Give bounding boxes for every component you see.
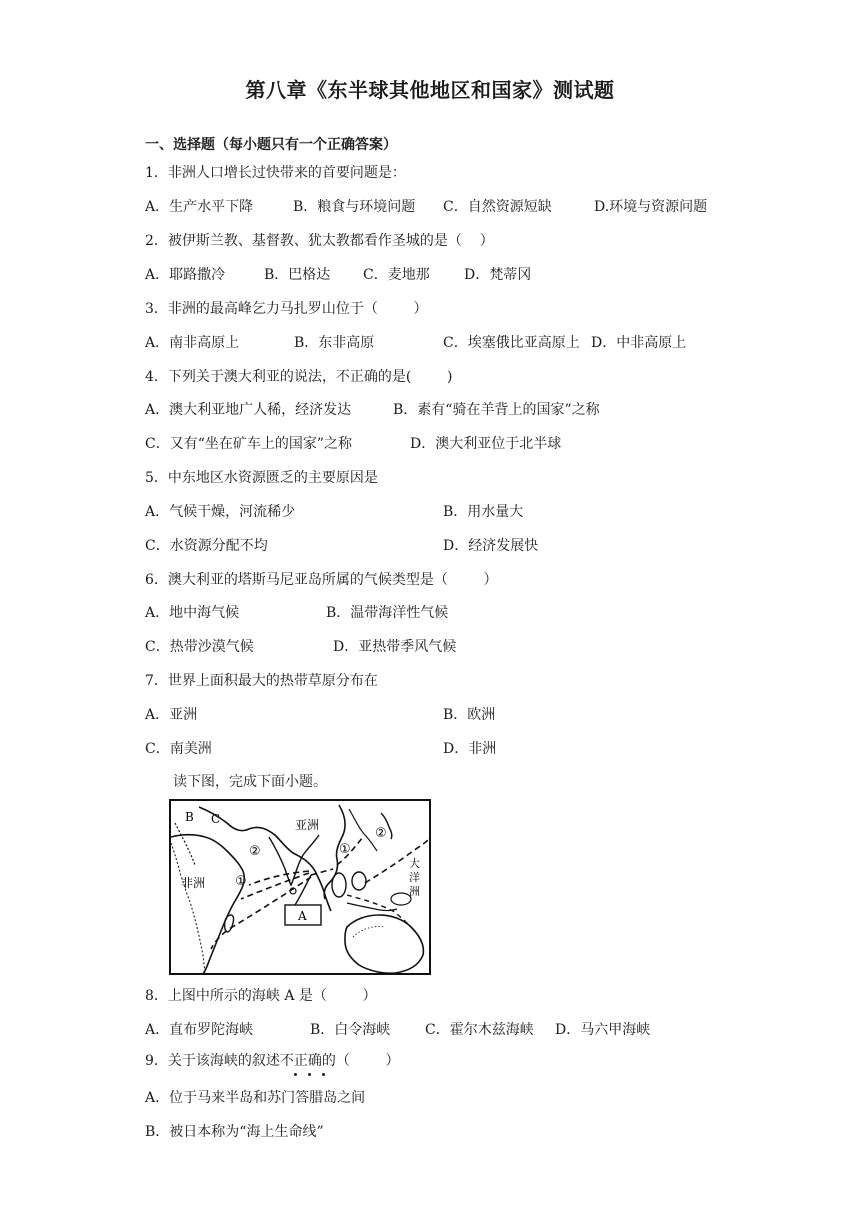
q2-option-c: C．麦地那 [363,267,430,283]
q1-option-b: B．粮食与环境问题 [293,199,416,215]
q5-option-b: B．用水量大 [443,504,524,520]
q6-option-b: B．温带海洋性气候 [326,605,449,621]
q8-option-a: A．直布罗陀海峡 [145,1022,254,1038]
q3-option-b: B．东非高原 [294,335,375,351]
q8-option-b: B．白令海峡 [310,1022,391,1038]
question-5-stem: 5．中东地区水资源匮乏的主要原因是 [145,470,378,486]
label-b: B [185,810,194,824]
label-strait-a: A [298,909,307,923]
label-c: C [211,812,221,826]
page-title: 第八章《东半球其他地区和国家》测试题 [245,78,615,102]
q2-option-a: A．耶路撒冷 [145,267,226,283]
question-1-stem: 1．非洲人口增长过快带来的首要问题是： [145,165,406,181]
question-9-stem: 9．关于该海峡的叙述不正确的（ ） [145,1053,400,1069]
q1-option-d: D.环境与资源问题 [594,199,708,215]
q7-option-b: B．欧洲 [443,707,496,723]
emphasis-dot [294,1073,297,1076]
q7-option-d: D．非洲 [443,741,497,757]
label-route-2-west: ② [249,844,261,859]
q8-option-d: D．马六甲海峡 [555,1022,651,1038]
q4-option-d: D．澳大利亚位于北半球 [410,436,562,452]
map-svg [169,799,431,975]
section-title: 一、选择题（每小题只有一个正确答案） [145,137,397,153]
q6-option-c: C．热带沙漠气候 [145,639,254,655]
label-oceania-3: 洲 [409,885,420,898]
q6-option-a: A．地中海气候 [145,605,240,621]
question-8-stem: 8．上图中所示的海峡 A 是（ ） [145,988,377,1004]
q9-option-b: B．被日本称为“海上生命线” [145,1124,324,1140]
q1-option-c: C．自然资源短缺 [443,199,552,215]
q2-option-d: D．梵蒂冈 [464,267,532,283]
strait-map-figure [169,799,431,975]
label-route-1-east: ① [339,842,351,857]
question-6-stem: 6．澳大利亚的塔斯马尼亚岛所属的气候类型是（ ） [145,572,498,588]
q8-option-c: C．霍尔木兹海峡 [425,1022,534,1038]
q7-option-c: C．南美洲 [145,741,212,757]
q3-option-c: C．埃塞俄比亚高原上 [443,335,580,351]
question-3-stem: 3．非洲的最高峰乞力马扎罗山位于（ ） [145,301,428,317]
q5-option-d: D．经济发展快 [443,538,539,554]
question-2-stem: 2．被伊斯兰教、基督教、犹太教都看作圣城的是（ ） [145,233,494,249]
q3-option-d: D．中非高原上 [591,335,687,351]
q4-option-c: C．又有“坐在矿车上的国家”之称 [145,436,353,452]
emphasis-dot [308,1073,311,1076]
q7-option-a: A．亚洲 [145,707,198,723]
label-asia: 亚洲 [295,818,320,832]
question-4-stem: 4．下列关于澳大利亚的说法，不正确的是( ) [145,369,453,385]
map-intro: 读下图，完成下面小题。 [173,774,327,790]
q2-option-b: B．巴格达 [264,267,331,283]
label-route-2-east: ② [375,826,387,841]
label-africa: 非洲 [181,876,206,890]
label-oceania-2: 洋 [409,871,420,884]
q9-option-a: A．位于马来半岛和苏门答腊岛之间 [145,1090,366,1106]
q5-option-a: A．气候干燥，河流稀少 [145,504,296,520]
label-route-1-west: ① [235,874,247,889]
label-oceania-1: 大 [409,857,420,870]
q1-option-a: A．生产水平下降 [145,199,254,215]
q4-option-a: A．澳大利亚地广人稀，经济发达 [145,402,352,418]
q4-option-b: B．素有“骑在羊背上的国家”之称 [393,402,600,418]
question-7-stem: 7．世界上面积最大的热带草原分布在 [145,673,378,689]
q6-option-d: D．亚热带季风气候 [333,639,457,655]
q3-option-a: A．南非高原上 [145,335,240,351]
emphasis-dot [322,1073,325,1076]
q5-option-c: C．水资源分配不均 [145,538,268,554]
